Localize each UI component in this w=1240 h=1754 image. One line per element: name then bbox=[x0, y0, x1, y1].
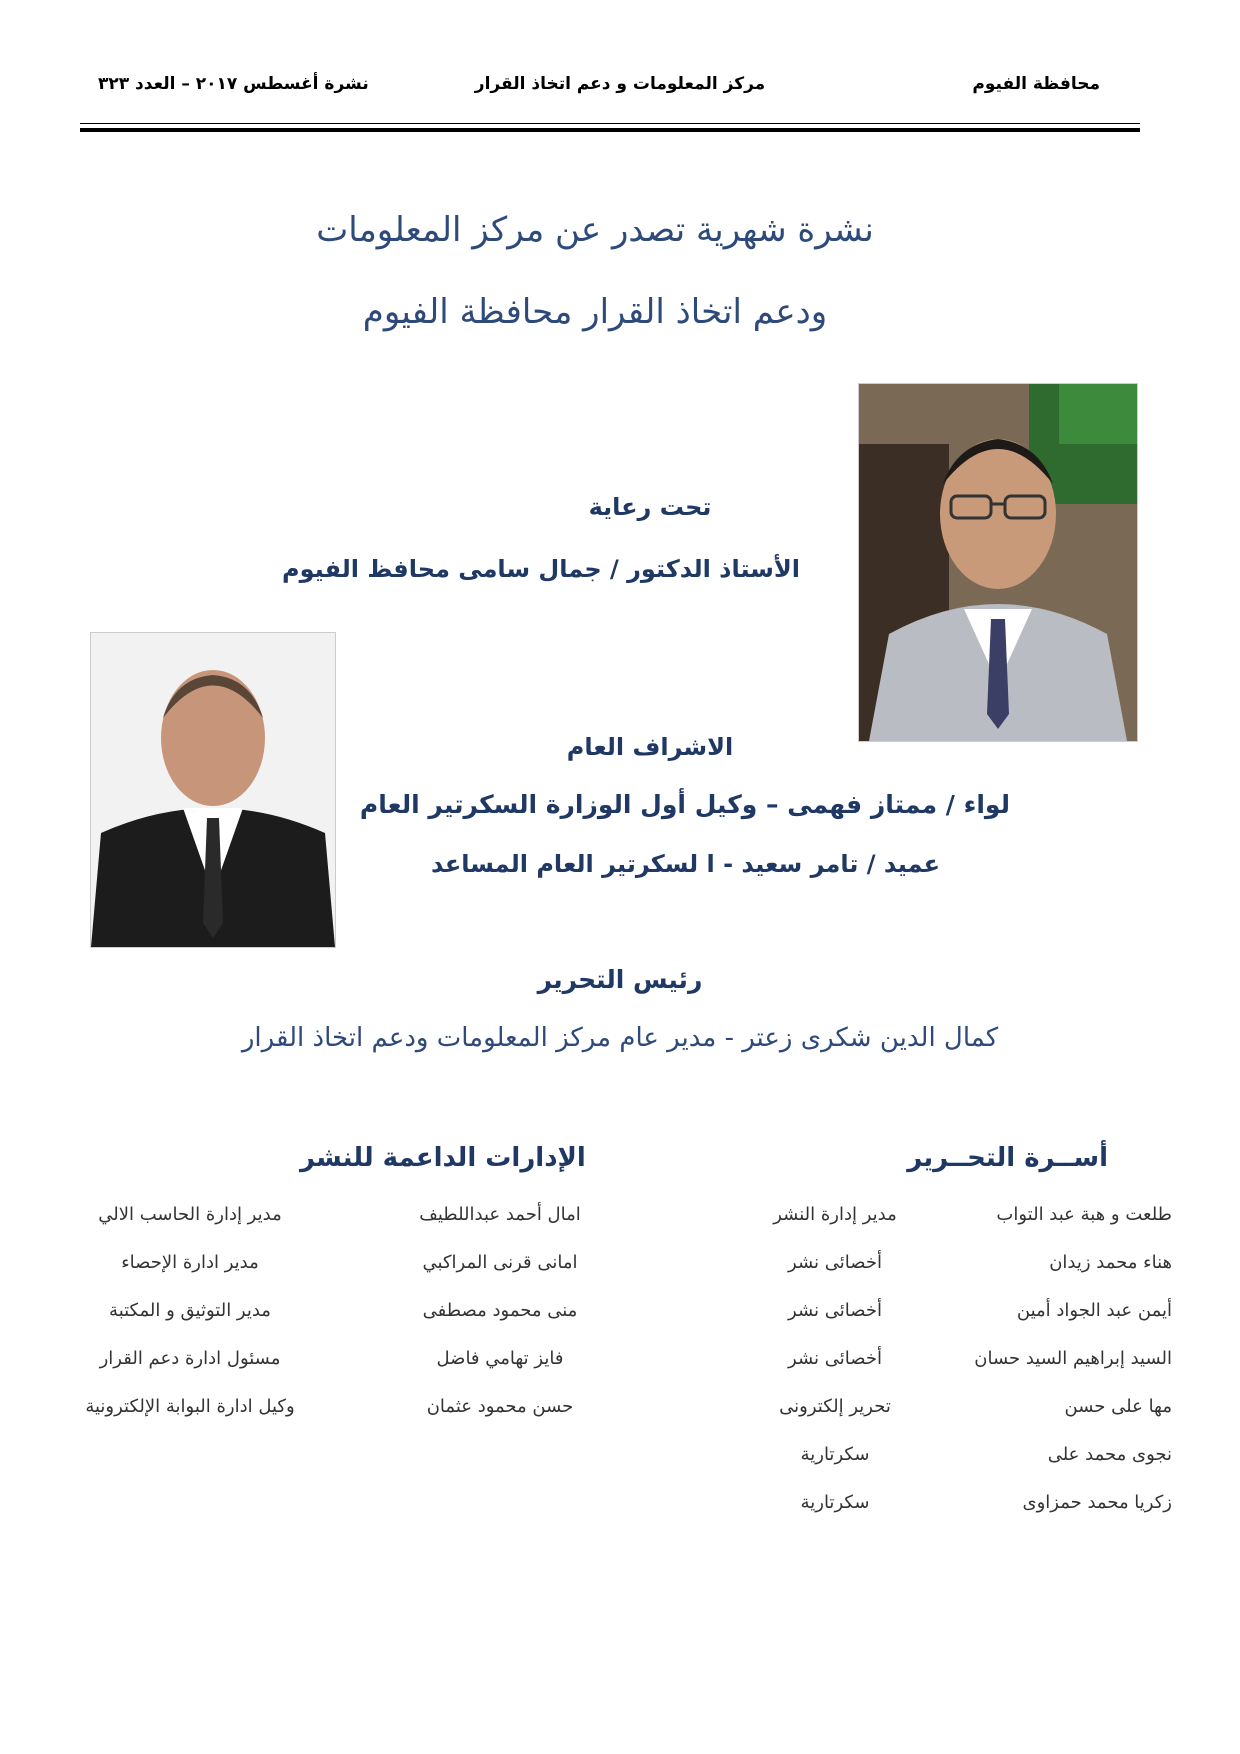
list-item: مدير إدارة النشر bbox=[773, 1204, 897, 1225]
list-item: مدير ادارة الإحصاء bbox=[121, 1252, 259, 1273]
editor-in-chief-heading: رئيس التحرير bbox=[537, 965, 703, 994]
list-item: مها على حسن bbox=[1064, 1396, 1172, 1417]
editorial-family-roles bbox=[770, 1203, 900, 1539]
list-item: أخصائى نشر bbox=[788, 1252, 882, 1273]
list-item: مدير إدارة الحاسب الالي bbox=[98, 1204, 282, 1225]
list-item: مدير التوثيق و المكتبة bbox=[109, 1300, 271, 1321]
support-departments-heading: الإدارات الداعمة للنشر bbox=[300, 1143, 586, 1173]
list-item: امال أحمد عبداللطيف bbox=[419, 1204, 581, 1225]
list-item: أخصائى نشر bbox=[788, 1300, 882, 1321]
list-item: طلعت و هبة عبد التواب bbox=[996, 1204, 1172, 1225]
header-governorate: محافظة الفيوم bbox=[972, 74, 1100, 94]
header-issue: نشرة أغسطس ٢٠١٧ – العدد ٣٢٣ bbox=[98, 74, 369, 94]
list-item: سكرتارية bbox=[800, 1492, 870, 1513]
list-item: السيد إبراهيم السيد حسان bbox=[974, 1348, 1172, 1369]
patronage-name: الأستاذ الدكتور / جمال سامى محافظ الفيوم bbox=[282, 555, 800, 583]
page-title-line2: ودعم اتخاذ القرار محافظة الفيوم bbox=[362, 292, 828, 332]
support-departments-names bbox=[400, 1203, 600, 1443]
editor-in-chief-name: كمال الدين شكرى زعتر - مدير عام مركز المعلومات ودعم اتخاذ القرار bbox=[241, 1023, 999, 1053]
header-rule-thin bbox=[80, 123, 1140, 124]
secretary-general-photo bbox=[90, 632, 336, 948]
governor-photo bbox=[858, 383, 1138, 742]
list-item: حسن محمود عثمان bbox=[426, 1396, 574, 1417]
editorial-family-heading: أســرة التحــرير bbox=[907, 1143, 1108, 1173]
list-item: زكريا محمد حمزاوى bbox=[1022, 1492, 1172, 1513]
page-title-line1: نشرة شهرية تصدر عن مركز المعلومات bbox=[316, 210, 874, 250]
supervision-heading: الاشراف العام bbox=[566, 733, 734, 761]
list-item: أيمن عبد الجواد أمين bbox=[1016, 1300, 1172, 1321]
supervision-line1: لواء / ممتاز فهمى – وكيل أول الوزارة السكرتير العام bbox=[359, 790, 1010, 819]
editorial-family-names bbox=[942, 1203, 1172, 1539]
list-item: منى محمود مصطفى bbox=[422, 1300, 578, 1321]
support-departments-roles bbox=[70, 1203, 310, 1443]
list-item: امانى قرنى المراكبي bbox=[422, 1252, 578, 1273]
list-item: مسئول ادارة دعم القرار bbox=[99, 1348, 281, 1369]
list-item: وكيل ادارة البوابة الإلكترونية bbox=[85, 1396, 295, 1417]
supervision-line2: عميد / تامر سعيد - ا لسكرتير العام المساعد bbox=[430, 850, 940, 878]
list-item: أخصائى نشر bbox=[788, 1348, 882, 1369]
list-item: فايز تهامي فاضل bbox=[436, 1348, 564, 1369]
header-center-name: مركز المعلومات و دعم اتخاذ القرار bbox=[474, 74, 766, 94]
list-item: نجوى محمد على bbox=[1047, 1444, 1172, 1465]
patronage-heading: تحت رعاية bbox=[588, 493, 712, 521]
header-rule bbox=[80, 128, 1140, 132]
list-item: هناء محمد زيدان bbox=[1049, 1252, 1172, 1273]
list-item: سكرتارية bbox=[800, 1444, 870, 1465]
list-item: تحرير إلكترونى bbox=[779, 1396, 891, 1417]
